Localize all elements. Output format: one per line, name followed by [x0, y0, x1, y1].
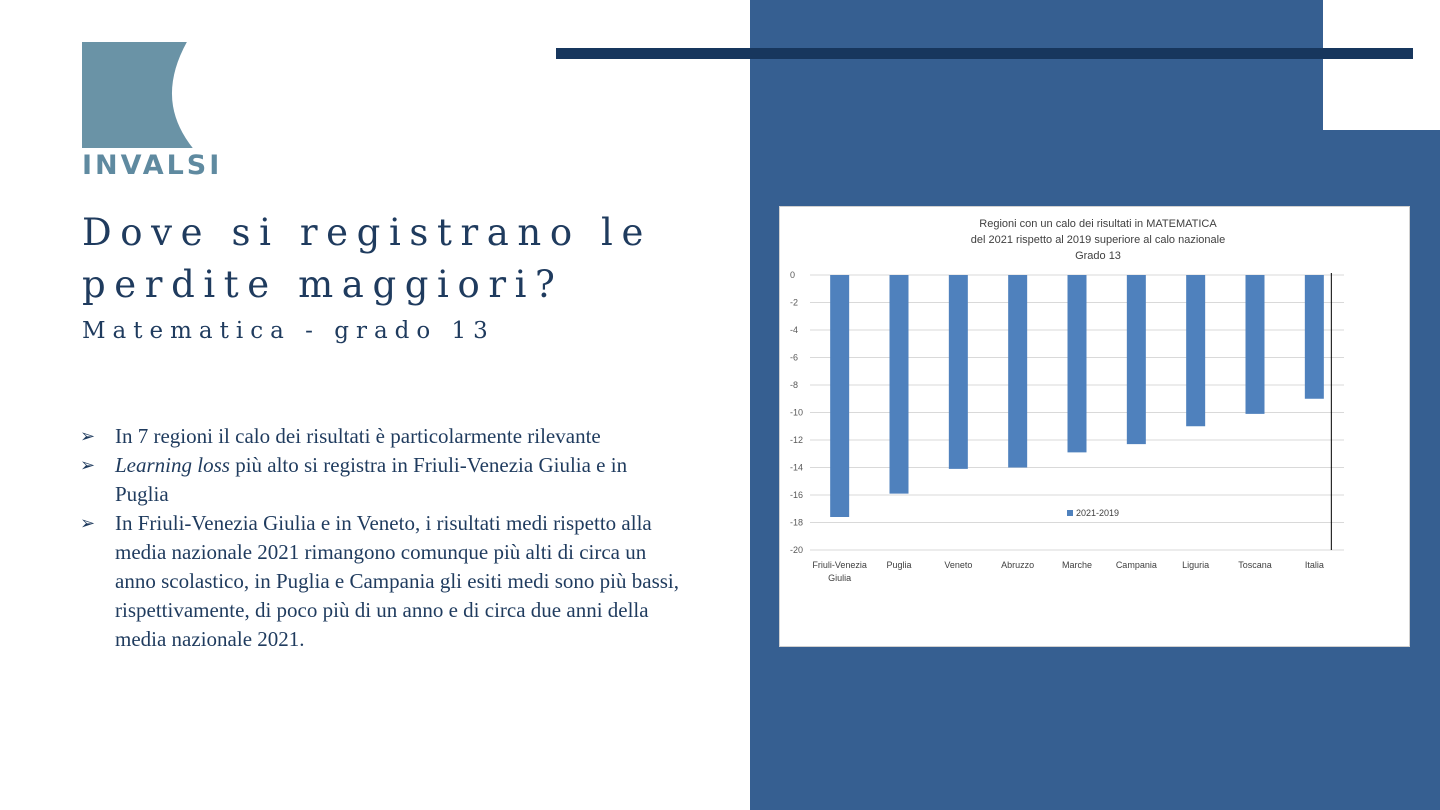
logo-text: INVALSI [82, 150, 223, 181]
bar [949, 275, 968, 469]
header-accent-bar [556, 48, 1413, 59]
chart-title: del 2021 rispetto al 2019 superiore al calo nazionale [970, 234, 1226, 246]
logo-shape-icon [82, 42, 194, 152]
y-tick-label: -8 [790, 380, 799, 390]
y-tick-label: -4 [790, 325, 799, 335]
page-subtitle: Matematica - grado 13 [82, 318, 495, 344]
arrow-bullet-icon: ➢ [80, 513, 96, 534]
x-tick-label: Friuli-Venezia [812, 560, 867, 570]
x-tick-label: Giulia [828, 573, 852, 583]
page-title: Dove si registrano le perdite maggiori? [82, 211, 652, 306]
x-tick-label: Puglia [886, 560, 912, 570]
bullet-item [80, 422, 680, 451]
x-tick-label: Marche [1061, 560, 1093, 570]
y-tick-label: -10 [790, 407, 804, 418]
chart-title: Regioni con un calo dei risultati in MATEMATICA [979, 218, 1217, 230]
arrow-bullet-icon: ➢ [80, 455, 96, 476]
x-tick-label: Toscana [1238, 560, 1272, 570]
bar [1305, 275, 1324, 399]
x-tick-label: Abruzzo [1001, 560, 1035, 570]
bar [890, 275, 909, 494]
bar [1246, 275, 1265, 414]
y-tick-label: -6 [790, 352, 799, 363]
x-tick-label: Liguria [1182, 560, 1210, 570]
chart-title: Grado 13 [1075, 250, 1121, 262]
bullet-text: più alto si registra in Friuli-Venezia Giulia e in Puglia [115, 453, 628, 506]
bar-chart [780, 207, 1411, 648]
y-tick-label: -18 [790, 517, 804, 528]
bar [1127, 275, 1146, 444]
bar [1068, 275, 1087, 452]
bar [1186, 275, 1205, 426]
bullet-list [80, 422, 680, 654]
bullet-text: In 7 regioni il calo dei risultati è particolarmente rilevante [115, 424, 601, 448]
bar [1008, 275, 1027, 468]
y-tick-label: -16 [790, 490, 804, 500]
y-tick-label: -20 [790, 545, 804, 555]
x-tick-label: Campania [1115, 560, 1157, 570]
bullet-text: Learning loss [115, 453, 230, 477]
arrow-bullet-icon: ➢ [80, 426, 96, 447]
corner-decoration [1323, 0, 1440, 130]
y-tick-label: -12 [790, 435, 804, 445]
bullet-text: In Friuli-Venezia Giulia e in Veneto, i risultati medi rispetto alla media nazionale 2021 rimangono comunque più alti di circa un anno scolastico, in Puglia e Campania gli esiti medi sono più bassi, rispettivamente, di poco più di un anno e di circa due anni della media nazionale 2021. [115, 511, 680, 651]
y-tick-label: -2 [790, 297, 799, 308]
x-tick-label: Italia [1304, 560, 1324, 570]
bullet-item [80, 451, 680, 509]
invalsi-logo [72, 38, 223, 194]
bullet-item [80, 509, 680, 654]
y-tick-label: -14 [790, 462, 804, 473]
bar [830, 275, 849, 517]
legend-label: 2021-2019 [1076, 508, 1120, 518]
legend-swatch [1067, 510, 1073, 516]
x-tick-label: Veneto [944, 560, 973, 570]
chart-container [779, 206, 1410, 647]
y-tick-label: 0 [790, 270, 796, 280]
